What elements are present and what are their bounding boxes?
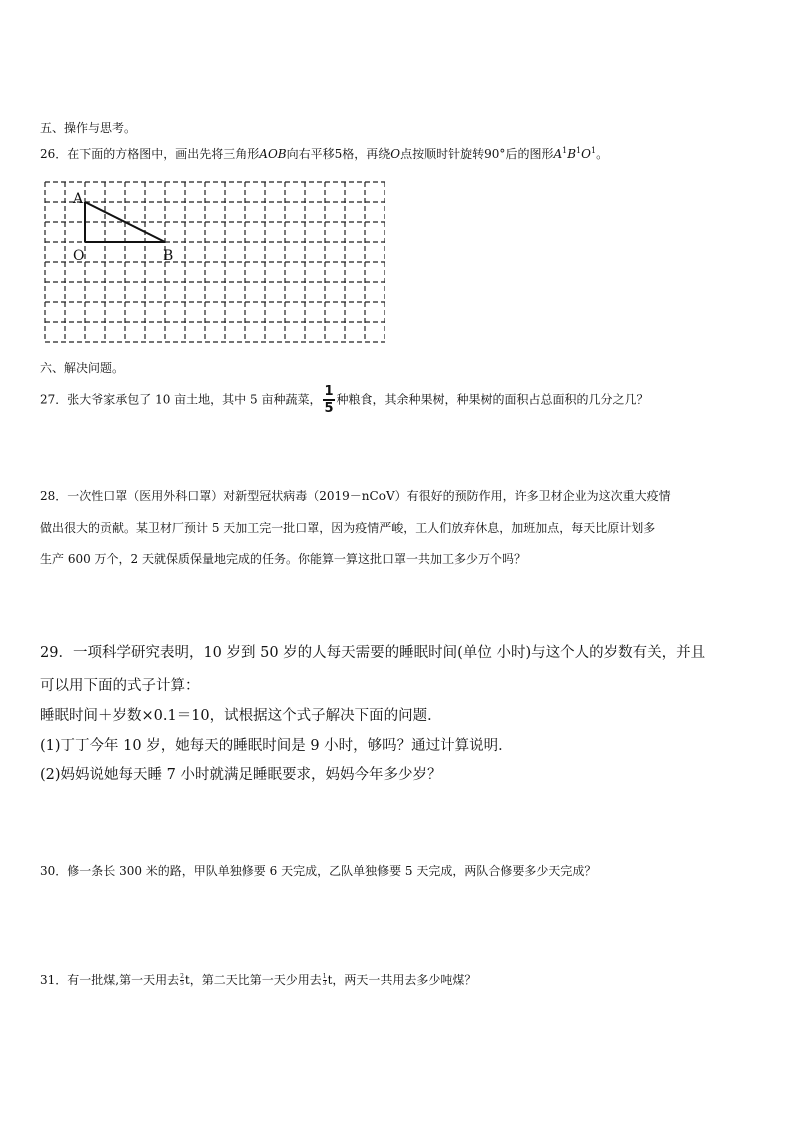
q26-o: O: [390, 147, 401, 161]
q26-text-a: 在下面的方格图中，画出先将三角形: [67, 147, 260, 161]
q26-sup-o: 1: [590, 146, 597, 155]
q26-sup-b: 1: [576, 146, 582, 155]
q26-text-e: 后的图形: [505, 147, 554, 161]
vertex-label-a: A: [73, 191, 84, 207]
vertex-label-o: O: [73, 248, 85, 264]
q31-fraction-2-denominator: 3: [322, 980, 327, 987]
q28-line-3: 生产 600 万个，2 天就保质保量地完成的任务。你能算一算这批口罩一共加工多少万个吗？: [40, 552, 526, 566]
q29-line-2: 可以用下面的式子计算：: [40, 678, 200, 694]
q26-b: B: [567, 147, 577, 161]
q29-line-4: (1)丁丁今年 10 岁，她每天的睡眠时间是 9 小时，够吗？通过计算说明．: [40, 738, 513, 754]
q28-line-1: 28．一次性口罩（医用外科口罩）对新型冠状病毒（2019－nCoV）有很好的预防作用，许多卫材企业为这次重大疫情: [40, 489, 671, 503]
vertex-label-b: B: [163, 248, 174, 264]
q26-end: 。: [596, 147, 609, 161]
q26-text-b: 向右平移: [286, 147, 335, 161]
q31-text-a: 31．有一批煤,第一天用去: [40, 973, 180, 987]
q26-aob: AOB: [259, 147, 287, 161]
q31-fraction-1-denominator: 5: [180, 980, 184, 987]
q26-text-c: 格，再绕: [342, 147, 391, 161]
q31-fraction-1-numerator: 2: [180, 973, 184, 980]
square-grid-figure: [40, 180, 385, 345]
q31-text-b: t，第二天比第一天少用去: [184, 973, 322, 987]
q27-text-b: 种粮食，其余种果树，种果树的面积占总面积的几分之几？: [336, 392, 649, 407]
q27-text-a: 张大爷家承包了 10 亩土地，其中 5 亩种蔬菜，: [67, 392, 322, 407]
q27-number: 27．: [40, 392, 68, 407]
q31-fraction-2: [323, 974, 327, 987]
q26-o2: O: [581, 147, 591, 161]
q28-line-2: 做出很大的贡献。某卫材厂预计 5 天加工完一批口罩，因为疫情严峻，工人们放弃休息，加班加点，每天比原计划多: [40, 521, 656, 535]
q26-number: 26．: [40, 147, 68, 161]
question-30: 30．修一条长 300 米的路，甲队单独修要 6 天完成，乙队单独修要 5 天完成，两队合修要多少天完成？: [40, 864, 597, 878]
question-27: [40, 385, 649, 415]
section-six-heading: 六、解决问题。: [40, 361, 125, 375]
q26-a: A: [553, 147, 563, 161]
q29-line-3: 睡眠时间＋岁数×0.1＝10，试根据这个式子解决下面的问题．: [40, 708, 442, 724]
section-five-heading: 五、操作与思考。: [40, 121, 137, 135]
q26-text-d: 点按顺时针旋转: [400, 147, 485, 161]
q27-fraction: [323, 385, 334, 415]
question-26: [40, 146, 608, 162]
q29-line-1: 29．一项科学研究表明，10 岁到 50 岁的人每天需要的睡眠时间(单位 小时)与这个人的岁数有关，并且: [40, 645, 706, 661]
q26-five: 5: [334, 147, 343, 161]
grid-lines: [45, 182, 385, 342]
q31-fraction-2-numerator: 1: [322, 973, 327, 980]
question-31: [40, 972, 476, 988]
q26-angle: 90°: [484, 147, 506, 161]
q31-text-c: t，两天一共用去多少吨煤？: [327, 973, 477, 987]
q26-sup-a: 1: [562, 146, 568, 155]
q27-fraction-numerator: 1: [324, 384, 334, 399]
q27-fraction-denominator: 5: [324, 401, 334, 416]
q29-line-5: (2)妈妈说她每天睡 7 小时就满足睡眠要求，妈妈今年多少岁？: [40, 767, 442, 783]
q31-fraction-1: [180, 974, 184, 987]
